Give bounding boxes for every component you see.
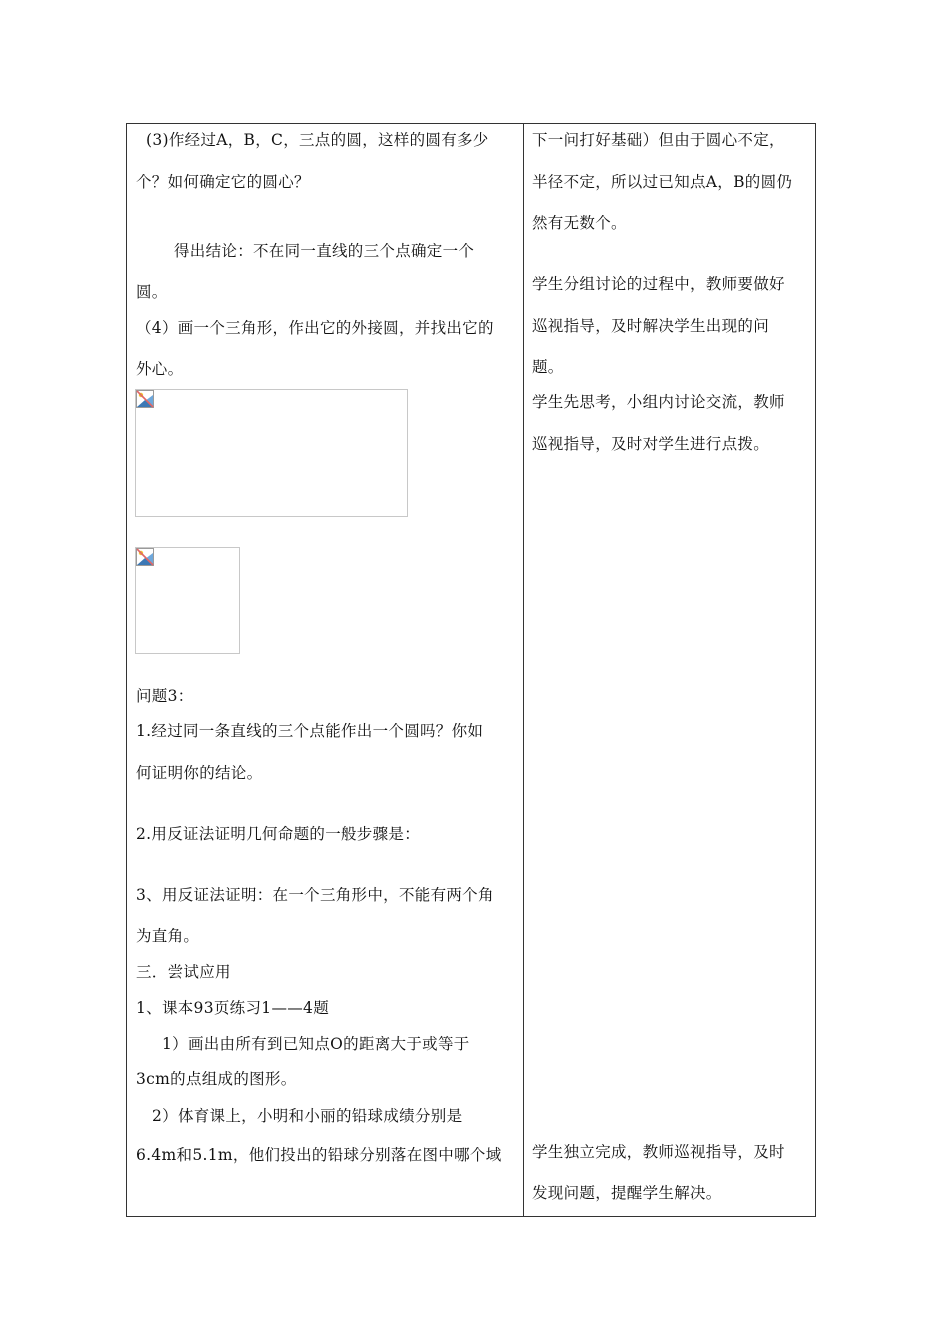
right-text-line: 学生独立完成，教师巡视指导，及时 (532, 1143, 785, 1161)
broken-image-icon (136, 548, 154, 566)
broken-image-icon (136, 390, 154, 408)
figure-image-placeholder (135, 547, 240, 654)
left-text-line: 1、课本93页练习1——4题 (136, 999, 330, 1017)
left-text-line: 3cm的点组成的图形。 (136, 1070, 297, 1088)
right-text-line: 下一问打好基础）但由于圆心不定， (532, 131, 785, 149)
right-text-line: 学生先思考，小组内讨论交流，教师 (532, 393, 785, 411)
column-divider (523, 124, 524, 1216)
left-text-line: （4）画一个三角形，作出它的外接圆，并找出它的 (136, 319, 494, 337)
right-text-line: 巡视指导，及时解决学生出现的问 (532, 317, 770, 335)
left-text-line: 2）体育课上，小明和小丽的铅球成绩分别是 (152, 1107, 463, 1125)
left-text-line: 何证明你的结论。 (136, 764, 263, 782)
right-text-line: 半径不定，所以过已知点A，B的圆仍 (532, 173, 793, 191)
conclusion-text: 得出结论：不在同一直线的三个点确定一个 (174, 242, 475, 260)
figure-image-placeholder (135, 389, 408, 517)
right-text-line: 然有无数个。 (532, 214, 627, 232)
left-text-line: 为直角。 (136, 927, 200, 945)
left-text-line: 个？如何确定它的圆心？ (136, 173, 310, 191)
left-text-line: 1）画出由所有到已知点O的距离大于或等于 (162, 1035, 470, 1053)
left-text-line: 外心。 (136, 360, 184, 378)
right-text-line: 题。 (532, 358, 564, 376)
right-text-line: 巡视指导，及时对学生进行点拨。 (532, 435, 770, 453)
left-text-line: 6.4m和5.1m，他们投出的铅球分别落在图中哪个域 (136, 1146, 502, 1164)
left-text-line: 2.用反证法证明几何命题的一般步骤是： (136, 825, 420, 843)
left-text-line: 1.经过同一条直线的三个点能作出一个圆吗？你如 (136, 722, 484, 740)
section-heading: 三．尝试应用 (136, 963, 231, 981)
right-text-line: 发现问题，提醒学生解决。 (532, 1184, 722, 1202)
left-text-line: 圆。 (136, 283, 168, 301)
left-text-line: 3、用反证法证明：在一个三角形中，不能有两个角 (136, 886, 494, 904)
right-text-line: 学生分组讨论的过程中，教师要做好 (532, 275, 785, 293)
left-text-line: (3)作经过A，B，C，三点的圆，这样的圆有多少 (146, 131, 489, 149)
question-title: 问题3： (136, 687, 194, 705)
